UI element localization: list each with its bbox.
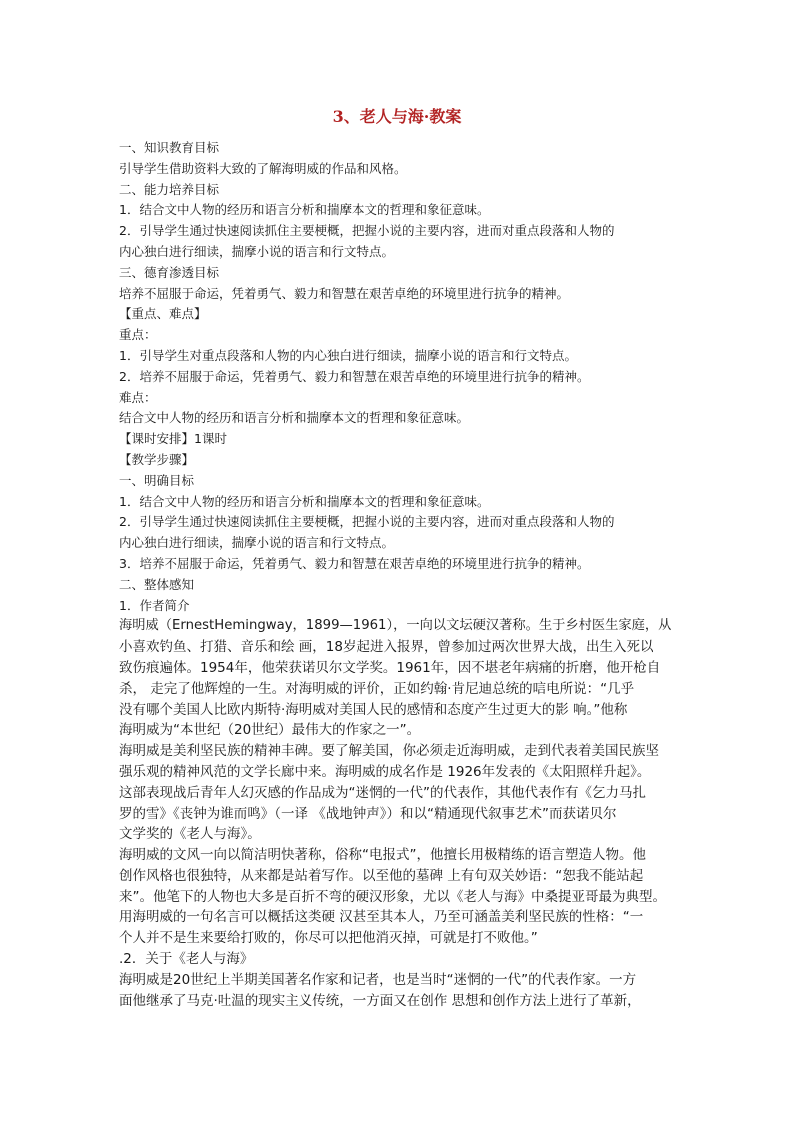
text-line: 内心独白进行细读，揣摩小说的语言和行文特点。 <box>119 243 395 259</box>
text-line: 【重点、难点】 <box>119 306 207 322</box>
text-line: 1．结合文中人物的经历和语言分析和揣摩本文的哲理和象征意味。 <box>119 493 490 509</box>
text-line: 1．引导学生对重点段落和人物的内心独白进行细读，揣摩小说的语言和行文特点。 <box>119 347 577 363</box>
text-line: 二、整体感知 <box>119 576 195 592</box>
text-line: 【课时安排】1课时 <box>119 431 227 447</box>
text-line: 三、德育渗透目标 <box>119 264 220 280</box>
text-line: 培养不屈服于命运，凭着勇气、毅力和智慧在艰苦卓绝的环境里进行抗争的精神。 <box>119 285 570 301</box>
text-line: 结合文中人物的经历和语言分析和揣摩本文的哲理和象征意味。 <box>119 410 470 426</box>
text-line: 难点： <box>119 389 157 405</box>
text-line: 强乐观的精神风范的文学长廊中来。海明威的成名作是 1926年发表的《太阳照样升起》。 <box>119 763 651 780</box>
text-line: 1．结合文中人物的经历和语言分析和揣摩本文的哲理和象征意味。 <box>119 202 490 218</box>
text-line: 一、知识教育目标 <box>119 140 220 155</box>
text-line: 来”。他笔下的人物也大多是百折不弯的硬汉形象，尤以《老人与海》中桑提亚哥最为典型。 <box>119 888 666 905</box>
text-line: 3．培养不屈服于命运，凭着勇气、毅力和智慧在艰苦卓绝的环境里进行抗争的精神。 <box>119 555 590 571</box>
text-line: 这部表现战后青年人幻灭感的作品成为“迷惘的一代”的代表作，其他代表作有《乞力马扎 <box>119 784 646 801</box>
text-line: .2．关于《老人与海》 <box>119 951 254 968</box>
text-line: 个人并不是生来要给打败的，你尽可以把他消灭掉，可就是打不败他。” <box>119 930 538 947</box>
text-line: 2．引导学生通过快速阅读抓住主要梗概，把握小说的主要内容，进而对重点段落和人物的 <box>119 223 615 239</box>
text-line: 海明威是美利坚民族的精神丰碑。要了解美国，你必须走近海明威，走到代表着美国民族坚 <box>119 743 659 760</box>
text-line: 罗的雪》《丧钟为谁而鸣》（一译 《战地钟声》）和以“精通现代叙事艺术”而获诺贝尔 <box>119 805 617 822</box>
text-line: 引导学生借助资料大致的了解海明威的作品和风格。 <box>119 160 407 176</box>
text-line: 二、能力培养目标 <box>119 181 220 197</box>
text-line: 2．引导学生通过快速阅读抓住主要梗概，把握小说的主要内容，进而对重点段落和人物的 <box>119 514 615 530</box>
document-title: 3、老人与海·教案 <box>332 107 462 126</box>
document-body <box>119 138 679 1011</box>
text-line: 小喜欢钓鱼、打猎、音乐和绘 画，18岁起进入报界，曾参加过两次世界大战，出生入死以 <box>119 639 654 656</box>
text-line: 致伤痕遍体。1954年，他荣获诺贝尔文学奖。1961年，因不堪老年病痛的折磨，他开枪自 <box>119 659 661 676</box>
text-line: 重点： <box>119 327 157 343</box>
text-line: 没有哪个美国人比欧内斯特·海明威对美国人民的感情和态度产生过更大的影 响。”他称 <box>119 701 628 718</box>
text-line: 杀， 走完了他辉煌的一生。对海明威的评价，正如约翰·肯尼迪总统的唁电所说：“几乎 <box>119 680 635 697</box>
text-line: 一、明确目标 <box>119 472 195 488</box>
text-line: 文学奖的《老人与海》。 <box>119 826 261 843</box>
text-line: 2．培养不屈服于命运，凭着勇气、毅力和智慧在艰苦卓绝的环境里进行抗争的精神。 <box>119 368 590 384</box>
text-line: 面他继承了马克·吐温的现实主义传统，一方面又在创作 思想和创作方法上进行了革新， <box>119 992 641 1009</box>
text-line: 海明威为“本世纪（20世纪）最伟大的作家之一”。 <box>119 722 421 739</box>
text-line: 【教学步骤】 <box>119 451 195 467</box>
text-line: 1．作者简介 <box>119 597 190 613</box>
text-line: 用海明威的一句名言可以概括这类硬 汉甚至其本人，乃至可涵盖美利坚民族的性格：“一 <box>119 909 644 926</box>
text-line: 海明威是20世纪上半期美国著名作家和记者，也是当时“迷惘的一代”的代表作家。一方 <box>119 971 637 988</box>
text-line: 海明威的文风一向以简洁明快著称，俗称“电报式”，他擅长用极精练的语言塑造人物。他 <box>119 847 646 864</box>
text-line: 内心独白进行细读，揣摩小说的语言和行文特点。 <box>119 535 395 551</box>
text-line: 海明威（ErnestHemingway，1899—1961），一向以文坛硬汉著称。生于乡村医生家庭，从 <box>119 618 672 634</box>
text-line: 创作风格也很独特，从来都是站着写作。以至他的墓碑 上有句双关妙语：“恕我不能站起 <box>119 867 644 884</box>
